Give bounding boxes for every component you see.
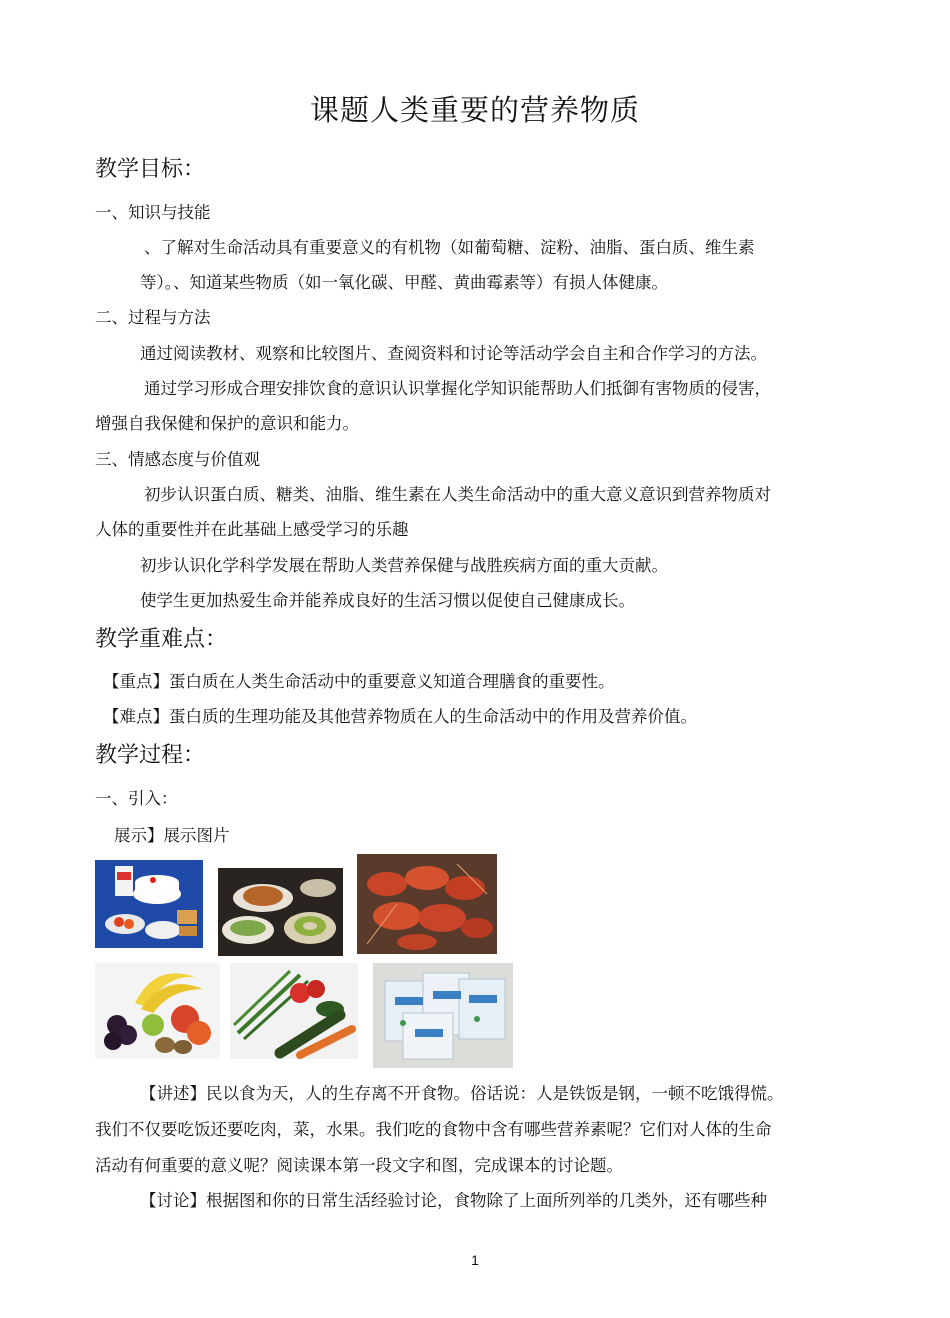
difficult-point-line: 【难点】蛋白质的生理功能及其他营养物质在人的生命活动中的作用及营养价值。 xyxy=(103,707,697,726)
subheading-knowledge: 一、知识与技能 xyxy=(95,203,211,222)
subheading-process-method: 二、过程与方法 xyxy=(95,308,211,327)
paragraph-line: 等）。、知道某些物质（如一氧化碳、甲醛、黄曲霉素等）有损人体健康。 xyxy=(140,273,668,292)
paragraph-line: 初步认识化学科学发展在帮助人类营养保健与战胜疾病方面的重大贡献。 xyxy=(140,556,668,575)
food-photo-vegetables xyxy=(230,963,358,1059)
page-number: 1 xyxy=(471,1252,479,1268)
section-heading-objectives: 教学目标： xyxy=(95,157,206,182)
food-photo-dishes xyxy=(218,868,343,956)
narration-line: 我们不仅要吃饭还要吃肉，菜，水果。我们吃的食物中含有哪些营养素呢？它们对人体的生命 xyxy=(95,1120,772,1139)
paragraph-line: 初步认识蛋白质、糖类、油脂、维生素在人类生命活动中的重大意义意识到营养物质对 xyxy=(144,485,771,504)
show-line: 展示】展示图片 xyxy=(114,826,230,845)
section-heading-process: 教学过程： xyxy=(95,743,206,768)
paragraph-line: 使学生更加热爱生命并能养成良好的生活习惯以促使自己健康成长。 xyxy=(140,591,635,610)
narration-line: 活动有何重要的意义呢？阅读课本第一段文字和图，完成课本的讨论题。 xyxy=(95,1156,623,1175)
food-photo-cake-and-snacks xyxy=(95,860,203,948)
paragraph-line: 人体的重要性并在此基础上感受学习的乐趣 xyxy=(95,520,409,539)
paragraph-line: 通过学习形成合理安排饮食的意识认识掌握化学知识能帮助人们抵御有害物质的侵害， xyxy=(144,379,771,398)
food-photo-fruits xyxy=(95,963,220,1059)
narration-line: 【讲述】民以食为天，人的生存离不开食物。俗话说：人是铁饭是钢，一顿不吃饿得慌。 xyxy=(140,1084,784,1103)
food-photo-shrimp xyxy=(357,854,497,954)
paragraph-line: 增强自我保健和保护的意识和能力。 xyxy=(95,414,359,433)
paragraph-line: 通过阅读教材、观察和比较图片、查阅资料和讨论等活动学会自主和合作学习的方法。 xyxy=(140,344,767,363)
subheading-attitude-values: 三、情感态度与价值观 xyxy=(95,450,260,469)
page-title: 课题人类重要的营养物质 xyxy=(309,93,640,127)
food-photo-milk-bags xyxy=(373,963,513,1068)
paragraph-line: 、了解对生命活动具有重要意义的有机物（如葡萄糖、淀粉、油脂、蛋白质、维生素 xyxy=(144,238,755,257)
section-heading-keypoints: 教学重难点： xyxy=(95,627,228,652)
key-point-line: 【重点】蛋白质在人类生命活动中的重要意义知道合理膳食的重要性。 xyxy=(103,672,615,691)
subheading-intro: 一、引入： xyxy=(95,789,178,808)
discussion-line: 【讨论】根据图和你的日常生活经验讨论，食物除了上面所列举的几类外，还有哪些种 xyxy=(140,1191,767,1210)
